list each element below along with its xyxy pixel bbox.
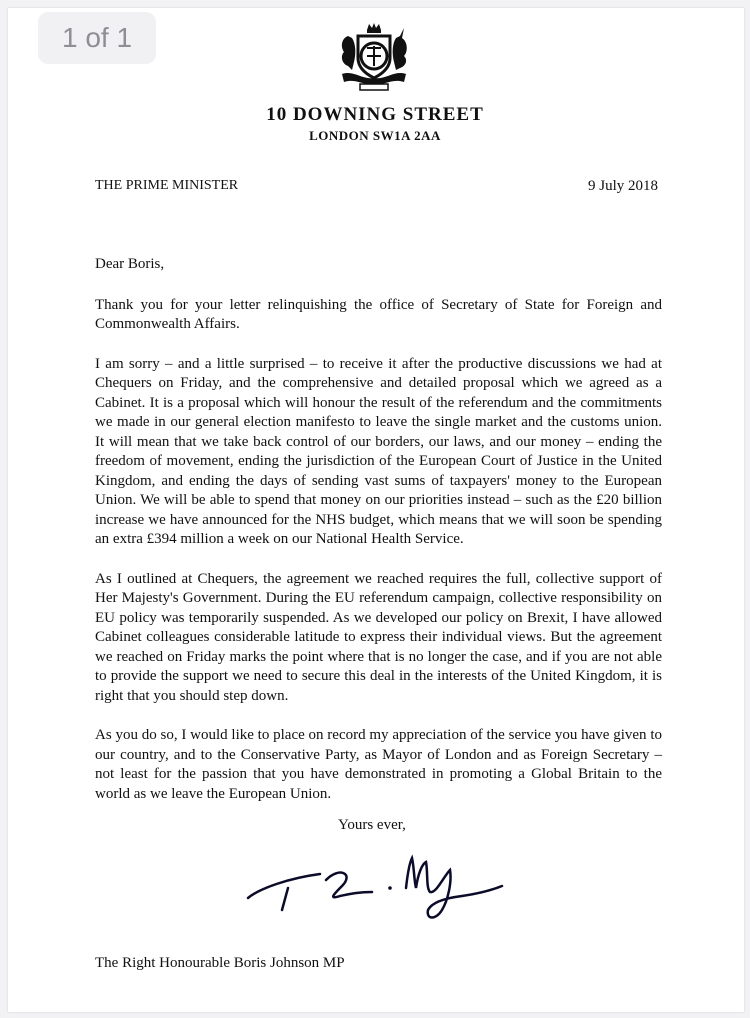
letter-body [95, 255, 662, 824]
royal-coat-of-arms-icon [334, 22, 414, 96]
paragraph-1: Thank you for your letter relinquishing the office of Secretary of State for Foreign and Commonwealth Affairs. [95, 296, 662, 332]
recipient-name: The Right Honourable Boris Johnson MP [95, 955, 345, 971]
paragraph-2: I am sorry – and a little surprised – to receive it after the productive discussions we had at Chequers on Friday, and the comprehensive and detailed proposal which we agreed as a Cabinet. It is a proposal which will honour the result of the referendum and the commitments we made in our general election manifesto to leave the single market and the customs union. It will mean that we take back control of our borders, our laws, and our money – ending the freedom of movement, ending the jurisdiction of the European Court of Justice in the United Kingdom, and ending the days of sending vast sums of taxpayers' money to the European Union. We will be able to spend that money on our priorities instead – such as the £20 billion increase we have announced for the NHS budget, which means that we will soon be spending an extra £394 million a week on our National Health Service. [95, 355, 662, 547]
paragraph-3: As I outlined at Chequers, the agreement we reached requires the full, collective support of Her Majesty's Government. During the EU referendum campaign, collective responsibility on EU policy was temporarily suspended. As we developed our policy on Brexit, I have allowed Cabinet colleagues considerable latitude to express their individual views. But the agreement we reached on Friday marks the point where that is no longer the case, and if you are not able to provide the support we need to secure this deal in the interests of the United Kingdom, it is right that you should step down. [95, 570, 662, 704]
handwritten-signature-icon [230, 848, 520, 928]
paragraph-4: As you do so, I would like to place on record my appreciation of the service you have given to our country, and to the Conservative Party, as Mayor of London and as Foreign Secretary – not least for the passion that you have demonstrated in promoting a Global Britain to the world as we leave the European Union. [95, 727, 662, 802]
sender-title: THE PRIME MINISTER [95, 178, 239, 193]
letter-date: 9 July 2018 [587, 178, 658, 194]
page-indicator: 1 of 1 [38, 12, 156, 64]
address-line-2: LONDON SW1A 2AA [309, 128, 441, 143]
signoff: Yours ever, [338, 817, 406, 833]
salutation: Dear Boris, [95, 256, 165, 272]
address-line-1: 10 DOWNING STREET [266, 104, 484, 125]
